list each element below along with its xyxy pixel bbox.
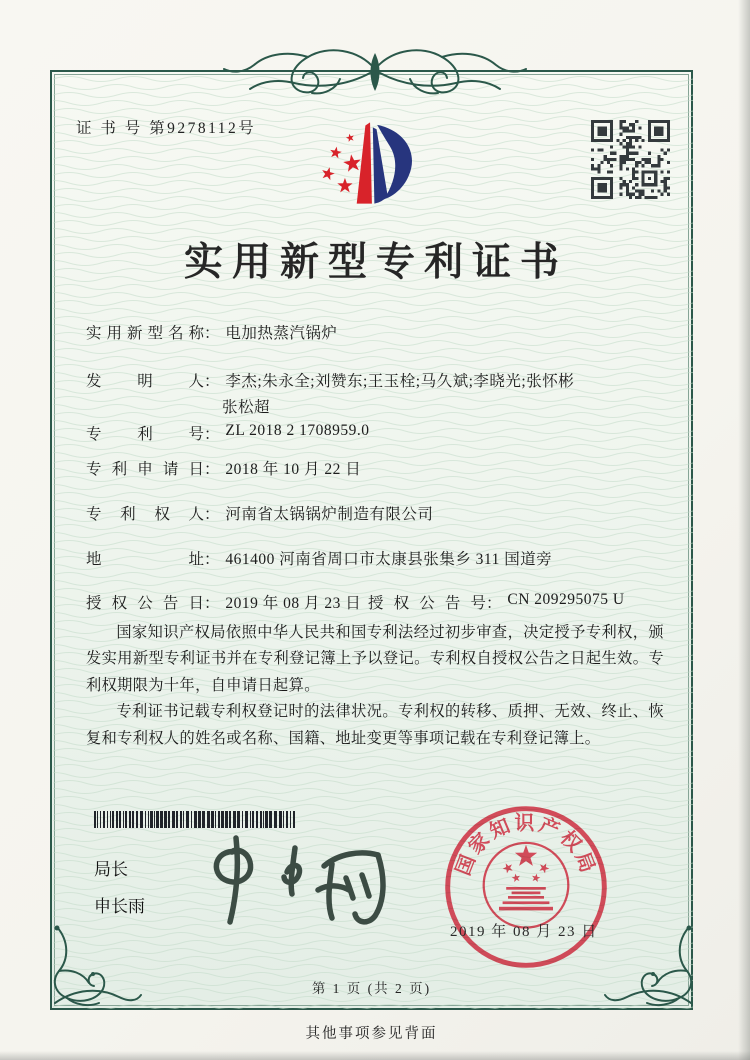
- field-label: 实用新型名称: [86, 325, 204, 342]
- certificate-number: 证 书 号 第9278112号: [76, 120, 257, 137]
- seal-org-text: 国家知识产权局: [452, 812, 600, 879]
- field-colon: ：: [204, 426, 220, 443]
- field-label: 授权公告号: [368, 595, 486, 612]
- field-colon: ：: [204, 506, 220, 523]
- field-label: 授权公告日: [86, 595, 204, 612]
- field-row-filing-date: [86, 457, 664, 479]
- certificate-title: 实用新型专利证书: [183, 241, 568, 284]
- barcode-icon: [94, 811, 302, 828]
- field-value: 461400 河南省周口市太康县张集乡 311 国道旁: [225, 551, 553, 568]
- page-number: 第 1 页 (共 2 页): [311, 981, 432, 996]
- field-label: 专利申请日: [86, 461, 204, 478]
- signer-name: 申长雨: [94, 897, 145, 916]
- legal-paragraph-2: 专利证书记载专利权登记时的法律状况。专利权的转移、质押、无效、终止、恢复和专利权人的姓名或名称、国籍、地址变更等事项记载在专利登记簿上。: [86, 703, 664, 747]
- field-row-address: [86, 547, 664, 569]
- handwritten-signature-icon: [192, 832, 402, 930]
- field-value: 河南省太锅锅炉制造有限公司: [225, 506, 434, 523]
- field-row-inventors: [86, 369, 664, 391]
- field-label: 专利号: [86, 426, 204, 443]
- back-side-note: 其他事项参见背面: [305, 1026, 438, 1042]
- legal-text-block: [86, 620, 664, 752]
- national-ip-office-seal-icon: [436, 797, 616, 977]
- qr-code-icon: [591, 120, 670, 199]
- top-flourish-ornament-icon: [220, 39, 530, 103]
- field-label: 专利权人: [86, 506, 204, 523]
- field-row-utility-model-name: [86, 321, 664, 343]
- field-value: ZL 2018 2 1708959.0: [225, 422, 370, 439]
- field-value: CN 209295075 U: [507, 591, 625, 608]
- field-label: 地址: [86, 551, 204, 568]
- national-emblem-icon: [484, 843, 569, 928]
- field-value: 李杰;朱永全;刘赞东;王玉栓;马久斌;李晓光;张怀彬: [225, 373, 575, 390]
- field-row-patentee: [86, 502, 664, 524]
- field-row-grant: [86, 591, 664, 613]
- cnipa-logo-icon: [296, 95, 454, 226]
- scan-edge-shadow: [0, 1051, 750, 1060]
- field-colon: ：: [204, 325, 220, 342]
- field-row-patent-number: [86, 422, 664, 444]
- seal-date: 2019 年 08 月 23 日: [450, 924, 598, 940]
- field-colon: ：: [486, 595, 502, 612]
- field-colon: ：: [204, 373, 220, 390]
- grant-number-group: [368, 591, 625, 613]
- field-value: 电加热蒸汽锅炉: [225, 325, 338, 342]
- field-label: 发明人: [86, 373, 204, 390]
- scan-edge-shadow: [738, 0, 750, 1060]
- field-colon: ：: [204, 595, 220, 612]
- field-value: 2019 年 08 月 23 日: [225, 595, 362, 612]
- signer-title: 局长: [94, 860, 128, 879]
- legal-paragraph-1: 国家知识产权局依照中华人民共和国专利法经过初步审查，决定授予专利权，颁发实用新型专利证书并在专利登记簿上予以登记。专利权自授权公告之日起生效。专利权期限为十年，自申请日起算。: [86, 624, 664, 694]
- field-colon: ：: [204, 551, 220, 568]
- inventors-second-line: 张松超: [222, 399, 271, 416]
- field-value: 2018 年 10 月 22 日: [225, 461, 362, 478]
- field-colon: ：: [204, 461, 220, 478]
